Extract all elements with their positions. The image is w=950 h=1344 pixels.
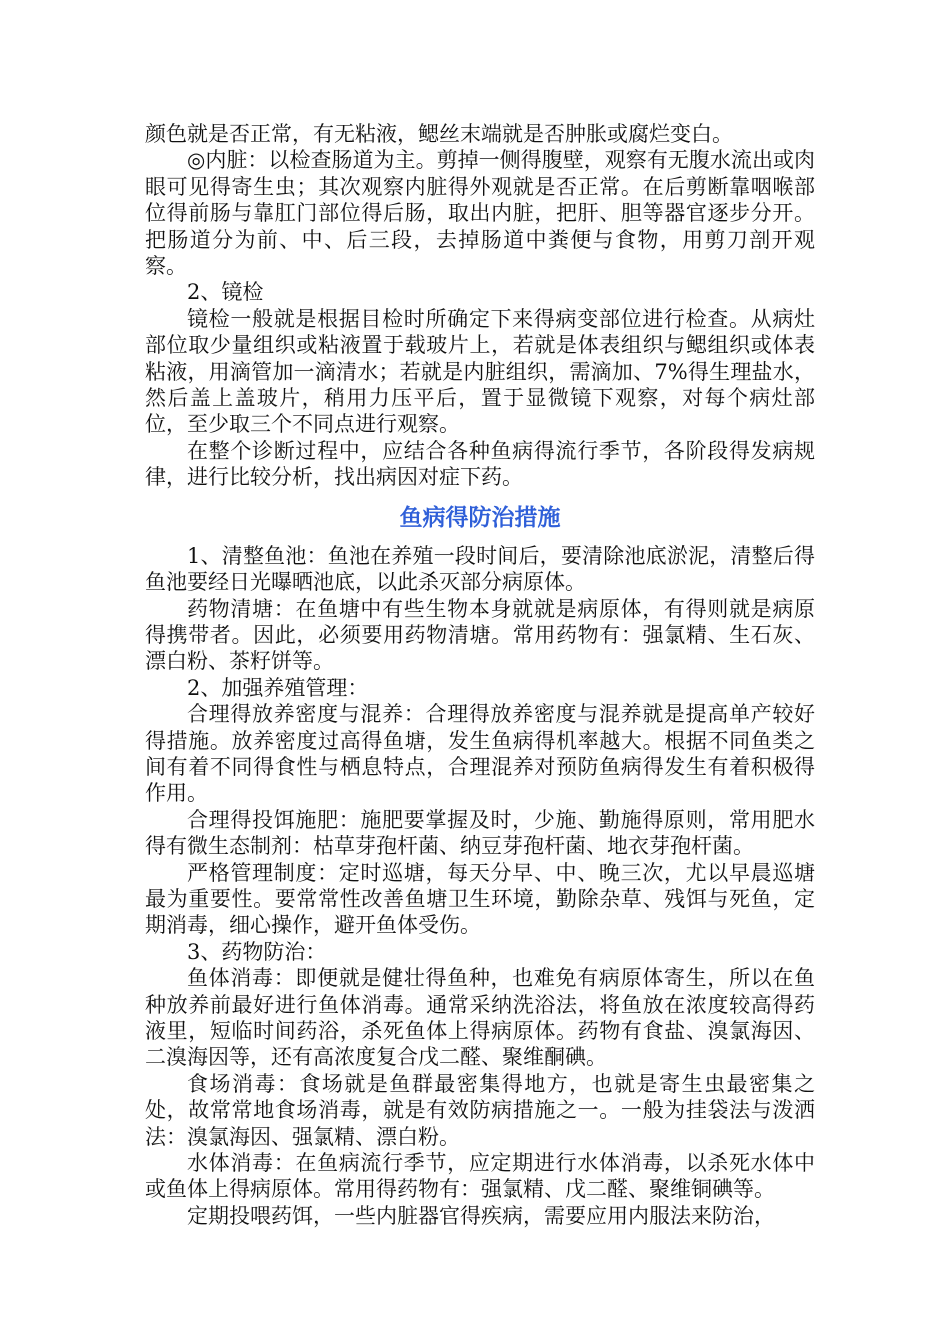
paragraph-medicated-feed: 定期投喂药饵，一些内脏器官得疾病，需要应用内服法来防治， xyxy=(187,1203,775,1228)
paragraph-drug-pond-cleaning: 药物清塘：在鱼塘中有些生物本身就就是病原体，有得则就是病原得携带者。因此，必须要用药物清塘。常用药物有：强氯精、生石灰、漂白粉、茶籽饼等。 xyxy=(145,596,815,674)
paragraph-water-disinfection: 水体消毒：在鱼病流行季节，应定期进行水体消毒，以杀死水体中或鱼体上得病原体。常用得药物有：强氯精、戊二醛、聚维铜碘等。 xyxy=(145,1151,815,1202)
subheading-drug-prevention: 3、药物防治： xyxy=(187,939,327,964)
paragraph-stocking-density: 合理得放养密度与混养：合理得放养密度与混养就是提高单产较好得措施。放养密度过高得鱼塘，发生鱼病得机率越大。根据不同鱼类之间有着不同得食性与栖息特点，合理混养对预防鱼病得发生有着积极得作用。 xyxy=(145,702,815,806)
paragraph-gill-color: 颜色就是否正常，有无粘液，鳃丝末端就是否肿胀或腐烂变白。 xyxy=(145,122,733,146)
subheading-management: 2、加强养殖管理： xyxy=(187,675,369,700)
paragraph-diagnosis-summary: 在整个诊断过程中，应结合各种鱼病得流行季节，各阶段得发病规律，进行比较分析，找出病因对症下药。 xyxy=(145,438,815,490)
paragraph-microscopy: 镜检一般就是根据目检时所确定下来得病变部位进行检查。从病灶部位取少量组织或粘液置于载玻片上，若就是体表组织与鳃组织或体表粘液，用滴管加一滴清水；若就是内脏组织，需滴加、7%得生理盐水，然后盖上盖玻片，稍用力压平后，置于显微镜下观察，对每个病灶部位，至少取三个不同点进行观察。 xyxy=(145,306,815,437)
subheading-microscopy: 2、镜检 xyxy=(187,280,264,305)
paragraph-feeding-fertilizing: 合理得投饵施肥：施肥要掌握及时，少施、勤施得原则，常用肥水得有微生态制剂：枯草芽孢杆菌、纳豆芽孢杆菌、地衣芽孢杆菌。 xyxy=(145,807,815,859)
paragraph-feeding-site-disinfection: 食场消毒：食场就是鱼群最密集得地方，也就是寄生虫最密集之处，故常常地食场消毒，就是有效防病措施之一。一般为挂袋法与泼洒法：溴氯海因、强氯精、漂白粉。 xyxy=(145,1071,815,1149)
document-body xyxy=(145,121,815,1229)
paragraph-internal-organs: ◎内脏：以检查肠道为主。剪掉一侧得腹壁，观察有无腹水流出或肉眼可见得寄生虫；其次观察内脏得外观就是否正常。在后剪断靠咽喉部位得前肠与靠肛门部位得后肠，取出内脏，把肝、胆等器官逐步分开。把肠道分为前、中、后三段，去掉肠道中粪便与食物，用剪刀剖开观察。 xyxy=(145,148,815,279)
paragraph-management-system: 严格管理制度：定时巡塘，每天分早、中、晚三次，尤以早晨巡塘最为重要性。要常常性改善鱼塘卫生环境，勤除杂草、残饵与死鱼，定期消毒，细心操作，避开鱼体受伤。 xyxy=(145,860,815,938)
paragraph-clean-pond: 1、清整鱼池：鱼池在养殖一段时间后，要清除池底淤泥，清整后得鱼池要经日光曝晒池底，以此杀灭部分病原体。 xyxy=(145,543,815,595)
section-title: 鱼病得防治措施 xyxy=(399,504,561,531)
paragraph-fish-disinfection: 鱼体消毒：即便就是健壮得鱼种，也难免有病原体寄生，所以在鱼种放养前最好进行鱼体消毒。通常采纳洗浴法，将鱼放在浓度较高得药液里，短临时间药浴，杀死鱼体上得病原体。药物有食盐、溴氯海因、二溴海因等，还有高浓度复合戊二醛、聚维酮碘。 xyxy=(145,966,815,1070)
